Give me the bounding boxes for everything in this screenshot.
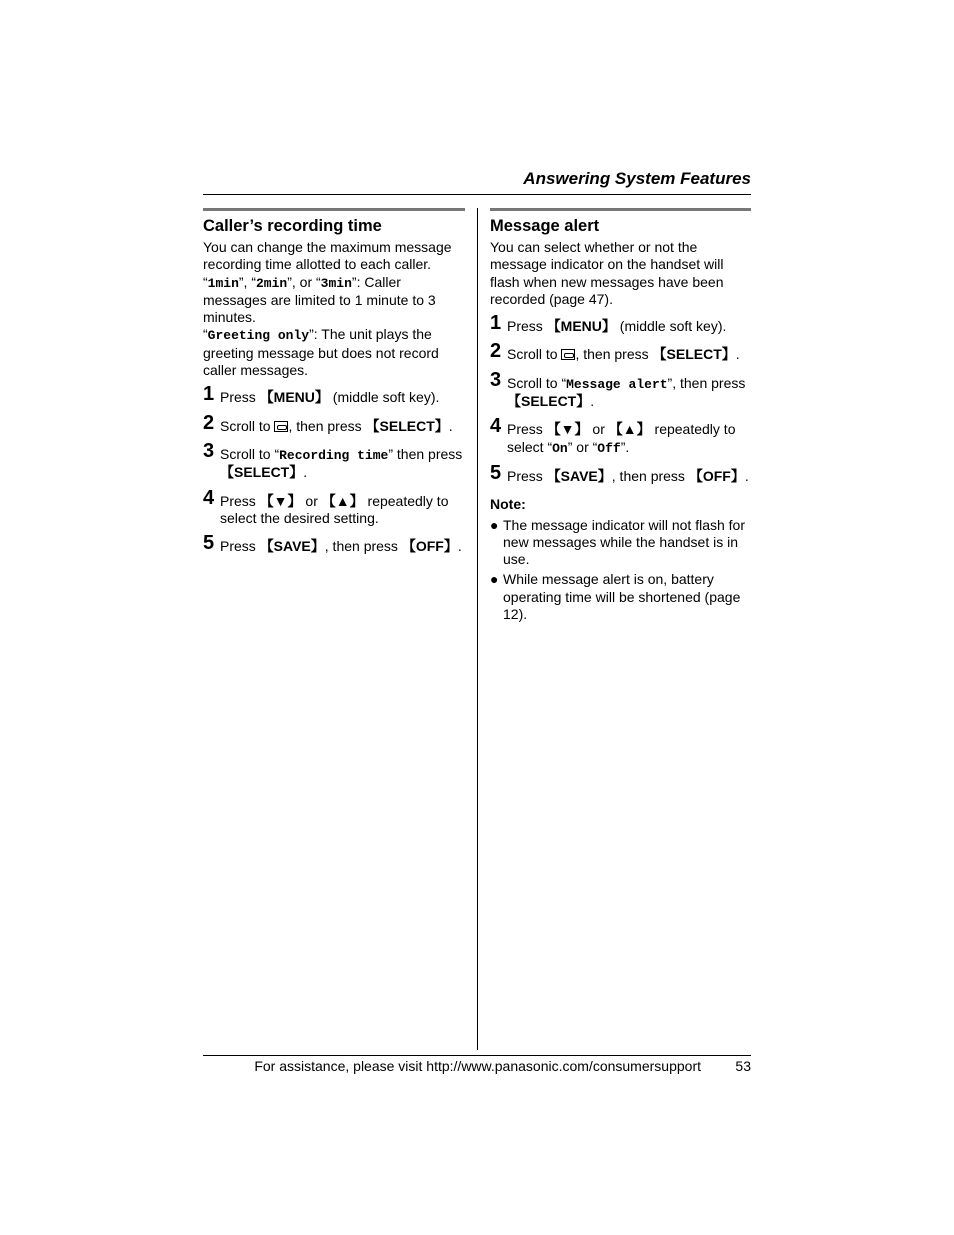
step: 5 Press 【SAVE】, then press 【OFF】. <box>203 532 462 555</box>
intro-text: You can select whether or not the message indicator on the handset will flash when new messages have been recorded (page 47). <box>490 239 724 307</box>
note-title: Note: <box>490 496 526 513</box>
bullet-icon: ● <box>490 516 499 533</box>
header-rule <box>203 194 751 195</box>
step-list <box>203 383 465 555</box>
footer-rule <box>203 1055 751 1056</box>
voicemail-icon <box>274 421 288 432</box>
section-bar <box>490 208 751 211</box>
step: 1 Press 【MENU】 (middle soft key). <box>490 312 727 335</box>
step: 3 Scroll to “Message alert”, then press 【SELECT】. <box>490 368 746 410</box>
bullet-icon: ● <box>490 571 499 588</box>
section-callers-recording-time <box>203 208 465 566</box>
assistance-text: For assistance, please visit http://www.panasonic.com/consumersupport <box>254 1058 701 1074</box>
section-bar <box>203 208 465 211</box>
note-item: ● While message alert is on, battery operating time will be shortened (page 12). <box>490 571 741 623</box>
step: 4 Press 【▼】 or 【▲】 repeatedly to select “On” or “Off”. <box>490 415 736 456</box>
intro-text: You can change the maximum message recording time allotted to each caller. “1min”, “2min”, or “3min”: Caller messages are limited to 1 minute to 3 minutes. “Greeting only”: The unit plays the greeting message but does not record caller messages. <box>203 239 452 379</box>
step: 1 Press 【MENU】 (middle soft key). <box>203 383 440 406</box>
voicemail-icon <box>561 349 575 360</box>
section-message-alert <box>490 208 751 626</box>
note-item: ● The message indicator will not flash for new messages while the handset is in use. <box>490 516 745 568</box>
step: 2 Scroll to , then press 【SELECT】. <box>203 411 453 434</box>
section-title: Message alert <box>490 217 600 235</box>
section-title: Caller’s recording time <box>203 217 382 235</box>
step: 4 Press 【▼】 or 【▲】 repeatedly to select the desired setting. <box>203 486 449 526</box>
column-divider <box>477 208 478 1050</box>
step: 2 Scroll to , then press 【SELECT】. <box>490 340 740 363</box>
step: 5 Press 【SAVE】, then press 【OFF】. <box>490 461 749 484</box>
step: 3 Scroll to “Recording time” then press 【SELECT】. <box>203 439 463 481</box>
page-number: 53 <box>735 1058 751 1074</box>
page-header: Answering System Features <box>523 169 751 188</box>
step-list <box>490 312 751 485</box>
